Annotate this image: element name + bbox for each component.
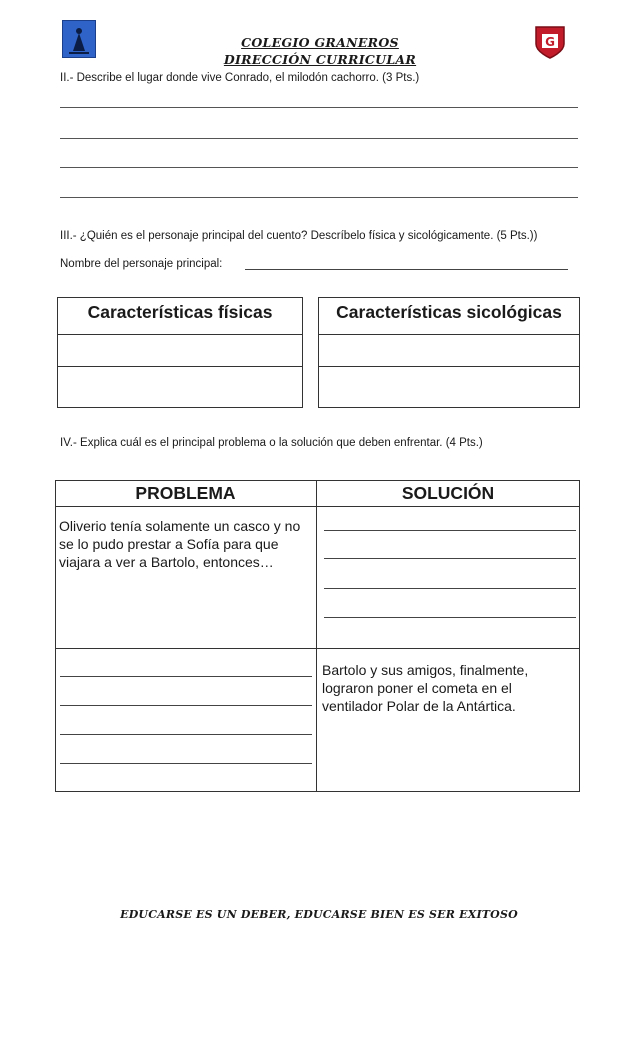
problem-answer-line[interactable] xyxy=(60,734,312,735)
physical-header: Características físicas xyxy=(87,302,273,322)
question-3: III.- ¿Quién es el personaje principal del cuento? Descríbelo física y sicológicamente. (5 Pts.)) xyxy=(60,230,538,242)
character-name-label: Nombre del personaje principal: xyxy=(60,258,223,270)
problem-answer-line[interactable] xyxy=(60,763,312,764)
solution-answer-line[interactable] xyxy=(324,588,576,589)
school-logo-left xyxy=(62,20,96,58)
answer-line[interactable] xyxy=(60,167,578,168)
shield-icon xyxy=(532,24,568,60)
problem-answer-line[interactable] xyxy=(60,705,312,706)
solution-answer-line[interactable] xyxy=(324,617,576,618)
psychological-header: Características sicológicas xyxy=(336,302,562,322)
problem-answer-line[interactable] xyxy=(60,676,312,677)
solution-answer-line[interactable] xyxy=(324,558,576,559)
problem-text: Oliverio tenía solamente un casco y no se lo pudo prestar a Sofía para que viajara a ver a Bartolo, entonces… xyxy=(59,518,301,570)
figure-icon xyxy=(63,21,95,57)
svg-text:G: G xyxy=(545,35,555,49)
answer-line[interactable] xyxy=(60,138,578,139)
solution-text: Bartolo y sus amigos, finalmente, lograron poner el cometa en el ventilador Polar de la Antártica. xyxy=(322,662,529,714)
problem-header: PROBLEMA xyxy=(135,483,236,503)
answer-line[interactable] xyxy=(60,107,578,108)
footer-motto: EDUCARSE ES UN DEBER, EDUCARSE BIEN ES SER EXITOSO xyxy=(120,908,518,921)
school-name: COLEGIO GRANEROS xyxy=(241,35,399,50)
character-name-field[interactable] xyxy=(245,269,568,270)
answer-line[interactable] xyxy=(60,197,578,198)
school-crest-right xyxy=(532,24,568,60)
solution-answer-line[interactable] xyxy=(324,530,576,531)
department-name: DIRECCIÓN CURRICULAR xyxy=(223,52,417,67)
question-2: II.- Describe el lugar donde vive Conrado, el milodón cachorro. (3 Pts.) xyxy=(60,72,420,84)
solution-header: SOLUCIÓN xyxy=(401,483,495,503)
question-4: IV.- Explica cuál es el principal problema o la solución que deben enfrentar. (4 Pts.) xyxy=(60,437,483,449)
